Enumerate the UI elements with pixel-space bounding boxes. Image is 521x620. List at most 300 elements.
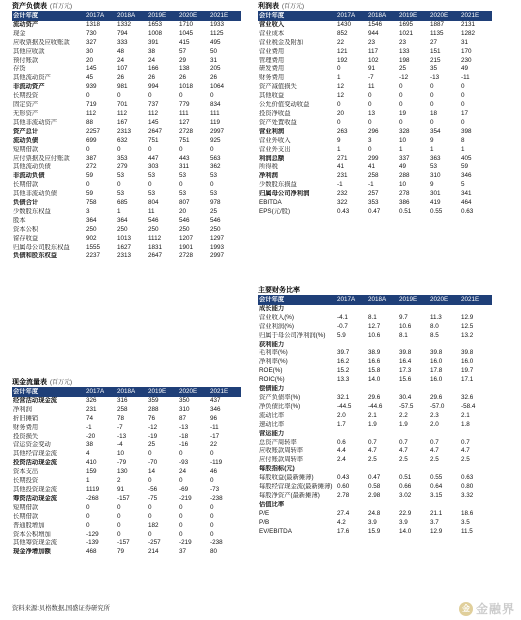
- cell-value: -257: [148, 539, 161, 547]
- cell-value: 27: [430, 38, 438, 46]
- row-label: 每股指标(元): [259, 465, 295, 473]
- row-label: 负债和股东权益: [13, 252, 58, 260]
- cell-value: [337, 501, 368, 510]
- cell-value: 0: [337, 65, 341, 73]
- table-row: [258, 21, 492, 30]
- cell-value: 45: [86, 74, 94, 82]
- table-row: [12, 486, 241, 495]
- cell-value: 53: [148, 172, 156, 180]
- cell-value: [399, 430, 430, 439]
- row-label: 流动负债: [13, 136, 39, 144]
- cell-value: 30: [86, 47, 94, 55]
- table-row: [12, 244, 241, 253]
- cash-flow-table: [12, 388, 241, 557]
- cell-value: 2.1: [368, 411, 377, 419]
- cell-value: 79: [117, 548, 125, 556]
- cell-value: 53: [430, 163, 438, 171]
- row-label: 速动比率: [259, 420, 285, 428]
- table-row: [258, 421, 492, 430]
- cell-value: 0.63: [461, 207, 474, 215]
- row-label: 少数股东权益: [13, 207, 51, 215]
- cell-value: 14: [148, 468, 156, 476]
- cell-value: 192: [337, 56, 348, 64]
- row-label: 其他应收款: [13, 47, 45, 55]
- cell-value: 0: [179, 512, 183, 520]
- cell-value: 13: [368, 109, 376, 117]
- cell-value: 48: [117, 47, 125, 55]
- table-row: [12, 459, 241, 468]
- cell-value: 15.6: [399, 376, 412, 384]
- header-year: 2021E: [210, 388, 241, 397]
- cell-value: 0: [368, 118, 372, 126]
- cell-value: 0.47: [368, 474, 381, 482]
- cell-value: 1297: [210, 234, 225, 242]
- cell-value: 88: [86, 118, 94, 126]
- cell-value: 1.7: [337, 420, 346, 428]
- cell-value: 468: [86, 548, 97, 556]
- cell-value: [399, 385, 430, 394]
- row-label: P/E: [259, 509, 270, 517]
- cell-value: 10.6: [368, 331, 381, 339]
- row-label: 其他非流动负债: [13, 190, 58, 198]
- cell-value: 3.5: [461, 518, 470, 526]
- table-row: [12, 441, 241, 450]
- cell-value: 80: [210, 548, 218, 556]
- cell-value: -70: [148, 459, 158, 467]
- table-row: [258, 314, 492, 323]
- cell-value: 0.7: [461, 438, 470, 446]
- cell-value: 0: [179, 181, 183, 189]
- cell-value: -4.1: [337, 313, 348, 321]
- cell-value: 26: [210, 74, 218, 82]
- cell-value: 0.80: [461, 483, 474, 491]
- cell-value: 15.8: [368, 367, 381, 375]
- cell-value: 1: [86, 477, 90, 485]
- table-row: [12, 406, 241, 415]
- row-label: 无形资产: [13, 109, 39, 117]
- header-year: 2020E: [430, 12, 461, 21]
- cell-value: 53: [148, 190, 156, 198]
- row-label: 非流动资产: [13, 83, 45, 91]
- cell-value: 0: [210, 145, 214, 153]
- row-label: 归属于母公司净利润(%): [259, 331, 326, 339]
- table-row: [258, 376, 492, 385]
- cell-value: 2.5: [399, 456, 408, 464]
- cell-value: 0: [86, 181, 90, 189]
- cell-value: 0: [148, 450, 152, 458]
- cell-value: 0: [148, 145, 152, 153]
- cell-value: 0: [148, 92, 152, 100]
- cell-value: 353: [117, 154, 128, 162]
- cell-value: 22: [210, 441, 218, 449]
- cell-value: 902: [86, 234, 97, 242]
- cell-value: 546: [179, 216, 190, 224]
- cell-value: 112: [148, 109, 159, 117]
- cell-value: 0: [210, 503, 214, 511]
- table-row: [12, 415, 241, 424]
- cell-value: 2997: [210, 252, 225, 260]
- cell-value: 751: [179, 136, 190, 144]
- cell-value: 11.5: [461, 527, 473, 535]
- cell-value: 257: [368, 190, 379, 198]
- cell-value: 258: [368, 172, 379, 180]
- cell-value: 24: [179, 468, 187, 476]
- cell-value: 495: [210, 38, 221, 46]
- cell-value: 20: [179, 207, 187, 215]
- cell-value: 38.9: [368, 349, 381, 357]
- cell-value: 0.64: [430, 483, 443, 491]
- table-row: [12, 172, 241, 181]
- cell-value: 981: [117, 83, 128, 91]
- row-label: 资产减值损失: [259, 83, 297, 91]
- cell-value: 127: [179, 118, 190, 126]
- row-label: 投资损失: [13, 432, 39, 440]
- cell-value: -13: [179, 423, 189, 431]
- cell-value: 24: [148, 56, 156, 64]
- cell-value: -1: [86, 423, 92, 431]
- ratios-table: [258, 296, 492, 536]
- cell-value: 0: [179, 450, 183, 458]
- row-label: 其他投资现金流: [13, 485, 58, 493]
- cell-value: 0: [210, 181, 214, 189]
- cell-value: 0.7: [368, 438, 377, 446]
- row-label: 财务费用: [13, 423, 39, 431]
- row-label: 固定资产: [13, 101, 39, 109]
- row-label: 营业税金及附加: [259, 38, 304, 46]
- cell-value: 0.51: [399, 207, 412, 215]
- cell-value: 198: [399, 56, 410, 64]
- cell-value: -20: [86, 432, 96, 440]
- cell-value: 1318: [86, 20, 101, 28]
- cell-value: 0.60: [337, 483, 350, 491]
- cell-value: 0: [179, 92, 183, 100]
- cell-value: 0.43: [337, 207, 350, 215]
- cell-value: 0: [210, 521, 214, 529]
- cell-value: [368, 501, 399, 510]
- cell-value: 182: [148, 521, 159, 529]
- cell-value: 78: [117, 414, 125, 422]
- row-label: 筹资活动现金流: [13, 494, 58, 502]
- cell-value: 4: [86, 450, 90, 458]
- cell-value: 232: [337, 190, 348, 198]
- table-row: [258, 430, 492, 439]
- cell-value: [337, 465, 368, 474]
- cell-value: 807: [179, 199, 190, 207]
- cell-value: 57: [179, 47, 187, 55]
- cell-value: 2647: [148, 252, 163, 260]
- row-label: 管理费用: [259, 56, 285, 64]
- cell-value: 1993: [210, 243, 225, 251]
- row-label: 资产总计: [13, 127, 39, 135]
- cell-value: 1710: [179, 20, 194, 28]
- cell-value: 0: [461, 118, 465, 126]
- cell-value: 17.3: [399, 367, 412, 375]
- header-year: 2018A: [368, 296, 399, 305]
- cell-value: 0: [117, 503, 121, 511]
- table-row: [258, 367, 492, 376]
- table-row: [258, 74, 492, 83]
- cell-value: 159: [86, 468, 97, 476]
- cell-value: 91: [368, 65, 376, 73]
- cell-value: [368, 430, 399, 439]
- cell-value: 398: [461, 127, 472, 135]
- cell-value: 4.7: [461, 447, 470, 455]
- cash-flow-panel: [12, 378, 241, 557]
- cell-value: -7: [117, 423, 123, 431]
- row-label: 利润总额: [259, 154, 285, 162]
- cell-value: 1064: [210, 83, 225, 91]
- table-header-row: [12, 12, 241, 21]
- cell-value: -139: [86, 539, 99, 547]
- row-label: 营业利润: [259, 127, 285, 135]
- cell-value: 22.9: [399, 509, 412, 517]
- cell-value: 9: [430, 181, 434, 189]
- header-year: 2018A: [368, 12, 399, 21]
- cell-value: 32.1: [337, 393, 350, 401]
- table-row: [258, 101, 492, 110]
- cell-value: 0: [461, 83, 465, 91]
- cell-value: 0.51: [399, 474, 412, 482]
- cell-value: 1653: [148, 20, 163, 28]
- cell-value: 166: [148, 65, 159, 73]
- row-label: ROIC(%): [259, 376, 285, 384]
- cell-value: 779: [179, 101, 190, 109]
- cell-value: 0: [399, 92, 403, 100]
- row-label: 公允价值变动收益: [259, 101, 310, 109]
- cell-value: 4.2: [337, 518, 346, 526]
- table-row: [12, 495, 241, 504]
- cell-value: [399, 305, 430, 314]
- row-label: 偿债能力: [259, 385, 285, 393]
- cell-value: 794: [117, 29, 128, 37]
- cell-value: 0: [368, 145, 372, 153]
- cell-value: 405: [461, 154, 472, 162]
- cell-value: 301: [430, 190, 441, 198]
- table-row: [258, 30, 492, 39]
- cell-value: 145: [86, 65, 97, 73]
- cell-value: 15.9: [368, 527, 381, 535]
- cell-value: 939: [86, 83, 97, 91]
- cell-value: 1125: [210, 29, 224, 37]
- table-row: [12, 468, 241, 477]
- cell-value: 3: [368, 136, 372, 144]
- table-header-row: [258, 296, 492, 305]
- cell-value: 0: [179, 521, 183, 529]
- cell-value: 2.98: [368, 491, 381, 499]
- table-row: [12, 226, 241, 235]
- table-header-row: [258, 12, 492, 21]
- row-label: 应收账款周转率: [259, 447, 304, 455]
- cell-value: 111: [210, 109, 220, 117]
- cell-value: 0: [86, 92, 90, 100]
- cell-value: 852: [337, 29, 348, 37]
- cell-value: 0: [86, 503, 90, 511]
- cell-value: 1: [337, 74, 341, 82]
- cell-value: 1332: [117, 20, 132, 28]
- cell-value: 804: [148, 199, 159, 207]
- cell-value: 296: [368, 127, 379, 135]
- table-row: [12, 74, 241, 83]
- cell-value: 12: [337, 92, 345, 100]
- cell-value: -238: [210, 539, 223, 547]
- cell-value: 0: [399, 118, 403, 126]
- table-row: [258, 305, 492, 314]
- cell-value: 9: [430, 136, 434, 144]
- cell-value: 0.7: [399, 438, 408, 446]
- cell-value: -13: [430, 74, 440, 82]
- table-row: [12, 531, 241, 540]
- table-row: [258, 385, 492, 394]
- cell-value: 41: [337, 163, 345, 171]
- row-label: 普通股增加: [13, 521, 45, 529]
- table-row: [12, 190, 241, 199]
- balance-sheet-title: 资产负债表 (百万元): [12, 3, 72, 10]
- cell-value: 333: [117, 38, 128, 46]
- table-row: [258, 465, 492, 474]
- cell-value: 271: [337, 154, 348, 162]
- cell-value: 1112: [148, 234, 162, 242]
- header-year: 2021E: [461, 296, 492, 305]
- table-row: [258, 92, 492, 101]
- row-label: 资本公积增加: [13, 530, 51, 538]
- cell-value: 35: [430, 65, 438, 73]
- table-row: [12, 128, 241, 137]
- cell-value: -58.4: [461, 402, 476, 410]
- cell-value: 29.6: [368, 393, 381, 401]
- cell-value: 8.1: [368, 313, 377, 321]
- cell-value: 0: [430, 101, 434, 109]
- cell-value: 994: [148, 83, 159, 91]
- cell-value: 4.7: [399, 447, 408, 455]
- row-label: 营运能力: [259, 429, 285, 437]
- table-row: [12, 92, 241, 101]
- cell-value: 138: [179, 65, 190, 73]
- row-label: 流动比率: [259, 411, 285, 419]
- table-row: [258, 394, 492, 403]
- cell-value: 316: [117, 396, 128, 404]
- table-row: [258, 332, 492, 341]
- cell-value: 1831: [148, 243, 163, 251]
- table-row: [258, 172, 492, 181]
- cell-value: 250: [148, 225, 159, 233]
- cell-value: 3.15: [430, 491, 443, 499]
- cell-value: -129: [86, 530, 99, 538]
- cell-value: -44.6: [368, 402, 383, 410]
- cell-value: 0: [117, 92, 121, 100]
- cell-value: 701: [117, 101, 128, 109]
- cell-value: 112: [117, 109, 128, 117]
- row-label: 应付票据及应付账款: [13, 154, 70, 162]
- cell-value: 328: [399, 127, 410, 135]
- row-label: 资本公积: [13, 225, 39, 233]
- cell-value: 130: [117, 468, 128, 476]
- watermark-logo: 金: [459, 602, 473, 616]
- cell-value: 16.6: [368, 358, 381, 366]
- cell-value: 1627: [117, 243, 132, 251]
- table-header-row: [12, 388, 241, 397]
- cell-value: 978: [210, 199, 221, 207]
- table-row: [12, 83, 241, 92]
- cell-value: 359: [148, 396, 159, 404]
- table-row: [12, 397, 241, 406]
- cell-value: 8.0: [430, 322, 439, 330]
- cell-value: 699: [86, 136, 97, 144]
- cell-value: 364: [86, 216, 97, 224]
- cell-value: 10: [117, 450, 125, 458]
- cell-value: 1119: [86, 485, 100, 493]
- cell-value: 0: [430, 118, 434, 126]
- cell-value: 17.8: [430, 367, 443, 375]
- table-row: [12, 522, 241, 531]
- row-label: 现金: [13, 29, 26, 37]
- row-label: EV/EBITDA: [259, 527, 292, 535]
- cell-value: 326: [86, 396, 97, 404]
- cell-value: 0: [148, 181, 152, 189]
- row-label: 长期投资: [13, 477, 39, 485]
- cell-value: -12: [399, 74, 409, 82]
- row-label: 流动资产: [13, 20, 39, 28]
- cell-value: 8.1: [399, 331, 408, 339]
- cell-value: -11: [210, 423, 219, 431]
- cell-value: 0: [148, 477, 152, 485]
- cell-value: 311: [179, 163, 190, 171]
- cell-value: -17: [210, 432, 220, 440]
- cell-value: 925: [210, 136, 221, 144]
- table-row: [258, 447, 492, 456]
- table-row: [12, 199, 241, 208]
- cell-value: 16.4: [399, 358, 412, 366]
- cell-value: 11: [368, 83, 375, 91]
- header-year: 2020E: [179, 12, 210, 21]
- cell-value: 26: [148, 74, 156, 82]
- cell-value: 50: [210, 47, 218, 55]
- cell-value: [368, 305, 399, 314]
- table-row: [258, 528, 492, 537]
- row-label: 其他经营现金流: [13, 450, 58, 458]
- header-year: 2021E: [210, 12, 241, 21]
- cell-value: 87: [179, 414, 187, 422]
- cell-value: 2.78: [337, 491, 350, 499]
- table-row: [12, 548, 241, 557]
- cell-value: 0: [179, 503, 183, 511]
- row-label: 长期借款: [13, 181, 39, 189]
- table-row: [258, 83, 492, 92]
- cell-value: 0: [399, 101, 403, 109]
- cell-value: 0.6: [337, 438, 346, 446]
- cell-value: 250: [117, 225, 128, 233]
- table-row: [258, 57, 492, 66]
- cell-value: 96: [210, 414, 218, 422]
- balance-sheet-table: [12, 12, 241, 261]
- cell-value: -69: [179, 485, 189, 493]
- cell-value: 4.7: [368, 447, 377, 455]
- header-year: 2020E: [179, 388, 210, 397]
- cell-value: 49: [461, 65, 469, 73]
- cell-value: 1546: [368, 20, 383, 28]
- cell-value: 1.9: [368, 420, 377, 428]
- cell-value: 23: [368, 38, 376, 46]
- cell-value: 111: [179, 109, 189, 117]
- cell-value: 2.5: [368, 456, 377, 464]
- cell-value: 0: [461, 101, 465, 109]
- cell-value: 0: [148, 512, 152, 520]
- cell-value: 231: [337, 172, 348, 180]
- table-row: [12, 21, 241, 30]
- cell-value: 5: [461, 181, 465, 189]
- cell-value: 350: [179, 396, 190, 404]
- cell-value: 26: [117, 74, 125, 82]
- cell-value: 353: [368, 199, 379, 207]
